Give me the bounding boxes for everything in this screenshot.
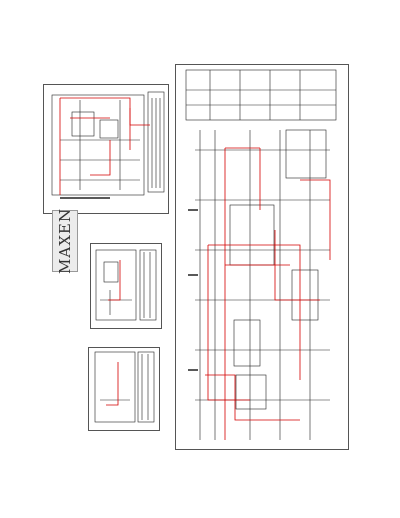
sub2-frame	[95, 352, 135, 422]
main-red-traces	[205, 148, 330, 440]
main-title-block	[186, 70, 336, 120]
main-ic-1	[230, 205, 274, 265]
ps-regulator	[100, 120, 118, 138]
sub1-frame	[96, 250, 136, 320]
ps-transformer	[72, 112, 94, 136]
sub1-title-block	[140, 250, 156, 320]
main-ic-3	[236, 375, 266, 409]
main-aux-block	[286, 130, 326, 178]
ps-red-traces	[60, 98, 150, 195]
sub2-title-block	[138, 352, 154, 422]
logo-text: MAXEN	[56, 208, 74, 274]
main-ic-2	[234, 320, 260, 366]
main-ic-4	[292, 270, 318, 320]
